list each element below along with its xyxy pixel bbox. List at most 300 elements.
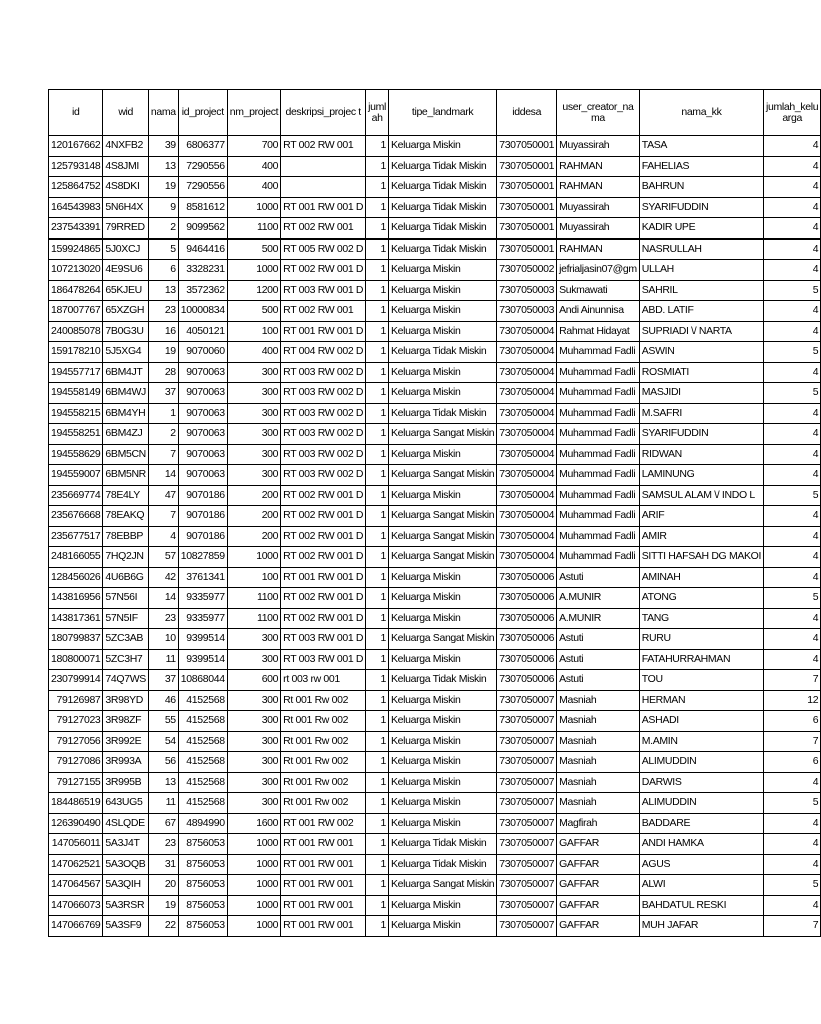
cell-jumlah-keluarga[interactable]: 4: [764, 772, 821, 793]
cell-wid[interactable]: 4E9SU6: [103, 260, 149, 281]
cell-nama-kk[interactable]: FAHELIAS: [639, 156, 763, 177]
cell-tipe-landmark[interactable]: Keluarga Tidak Miskin: [389, 156, 497, 177]
cell-nama[interactable]: 14: [148, 465, 178, 486]
cell-jumlah[interactable]: 1: [366, 834, 389, 855]
cell-iddesa[interactable]: 7307050007: [497, 793, 557, 814]
cell-id[interactable]: 240085078: [49, 321, 103, 342]
cell-id[interactable]: 194557717: [49, 362, 103, 383]
cell-id[interactable]: 79126987: [49, 690, 103, 711]
cell-nama[interactable]: 4: [148, 526, 178, 547]
cell-id[interactable]: 159178210: [49, 342, 103, 363]
cell-jumlah[interactable]: 1: [366, 793, 389, 814]
cell-nm-project[interactable]: 400: [227, 156, 280, 177]
cell-id-project[interactable]: 9070063: [178, 444, 227, 465]
cell-deskripsi-project[interactable]: RT 002 RW 001 D: [281, 485, 366, 506]
cell-jumlah-keluarga[interactable]: 4: [764, 197, 821, 218]
cell-iddesa[interactable]: 7307050004: [497, 526, 557, 547]
cell-deskripsi-project[interactable]: RT 001 RW 001: [281, 895, 366, 916]
cell-id[interactable]: 147066769: [49, 916, 103, 937]
cell-nama[interactable]: 23: [148, 834, 178, 855]
cell-user-creator-nama[interactable]: RAHMAN: [557, 239, 640, 260]
cell-id[interactable]: 128456026: [49, 567, 103, 588]
cell-iddesa[interactable]: 7307050006: [497, 567, 557, 588]
cell-id-project[interactable]: 9070063: [178, 424, 227, 445]
cell-wid[interactable]: 6BM4JT: [103, 362, 149, 383]
header-cell-tipe-landmark[interactable]: tipe_landmark: [389, 90, 497, 136]
cell-iddesa[interactable]: 7307050006: [497, 649, 557, 670]
cell-nama[interactable]: 7: [148, 506, 178, 527]
cell-wid[interactable]: 78EBBP: [103, 526, 149, 547]
cell-nm-project[interactable]: 1100: [227, 608, 280, 629]
cell-id-project[interactable]: 8756053: [178, 895, 227, 916]
cell-nama[interactable]: 11: [148, 649, 178, 670]
cell-iddesa[interactable]: 7307050001: [497, 239, 557, 260]
cell-tipe-landmark[interactable]: Keluarga Miskin: [389, 485, 497, 506]
cell-jumlah[interactable]: 1: [366, 875, 389, 896]
cell-nama-kk[interactable]: KADIR UPE: [639, 218, 763, 239]
cell-jumlah[interactable]: 1: [366, 547, 389, 568]
cell-nm-project[interactable]: 300: [227, 690, 280, 711]
cell-jumlah[interactable]: 1: [366, 362, 389, 383]
cell-user-creator-nama[interactable]: Muhammad Fadli: [557, 444, 640, 465]
cell-nama[interactable]: 67: [148, 813, 178, 834]
cell-iddesa[interactable]: 7307050004: [497, 362, 557, 383]
cell-id-project[interactable]: 9070186: [178, 526, 227, 547]
cell-jumlah-keluarga[interactable]: 4: [764, 506, 821, 527]
cell-id-project[interactable]: 8756053: [178, 854, 227, 875]
cell-nama[interactable]: 7: [148, 444, 178, 465]
cell-user-creator-nama[interactable]: Muhammad Fadli: [557, 342, 640, 363]
cell-iddesa[interactable]: 7307050004: [497, 485, 557, 506]
cell-nm-project[interactable]: 300: [227, 793, 280, 814]
cell-wid[interactable]: 78EAKQ: [103, 506, 149, 527]
cell-wid[interactable]: 4U6B6G: [103, 567, 149, 588]
cell-jumlah[interactable]: 1: [366, 526, 389, 547]
cell-id[interactable]: 147056011: [49, 834, 103, 855]
cell-wid[interactable]: 65KJEU: [103, 280, 149, 301]
cell-nm-project[interactable]: 400: [227, 177, 280, 198]
cell-nama-kk[interactable]: M.SAFRI: [639, 403, 763, 424]
cell-user-creator-nama[interactable]: Masniah: [557, 711, 640, 732]
cell-nama[interactable]: 16: [148, 321, 178, 342]
cell-wid[interactable]: 5N6H4X: [103, 197, 149, 218]
cell-user-creator-nama[interactable]: Muhammad Fadli: [557, 362, 640, 383]
cell-deskripsi-project[interactable]: RT 002 RW 001 D: [281, 547, 366, 568]
cell-deskripsi-project[interactable]: RT 005 RW 002 D: [281, 239, 366, 260]
cell-tipe-landmark[interactable]: Keluarga Sangat Miskin: [389, 629, 497, 650]
cell-jumlah-keluarga[interactable]: 4: [764, 362, 821, 383]
cell-iddesa[interactable]: 7307050003: [497, 280, 557, 301]
cell-id-project[interactable]: 4050121: [178, 321, 227, 342]
cell-iddesa[interactable]: 7307050003: [497, 301, 557, 322]
cell-nama-kk[interactable]: NASRULLAH: [639, 239, 763, 260]
cell-jumlah[interactable]: 1: [366, 854, 389, 875]
cell-wid[interactable]: 74Q7WS: [103, 670, 149, 691]
cell-deskripsi-project[interactable]: RT 001 RW 001 D: [281, 567, 366, 588]
cell-wid[interactable]: 7HQ2JN: [103, 547, 149, 568]
cell-tipe-landmark[interactable]: Keluarga Miskin: [389, 916, 497, 937]
cell-jumlah-keluarga[interactable]: 4: [764, 403, 821, 424]
cell-iddesa[interactable]: 7307050004: [497, 506, 557, 527]
cell-id[interactable]: 235676668: [49, 506, 103, 527]
cell-id[interactable]: 143816956: [49, 588, 103, 609]
cell-jumlah[interactable]: 1: [366, 752, 389, 773]
cell-wid[interactable]: 5A3RSR: [103, 895, 149, 916]
cell-jumlah-keluarga[interactable]: 4: [764, 547, 821, 568]
cell-user-creator-nama[interactable]: Astuti: [557, 629, 640, 650]
cell-wid[interactable]: 5A3SF9: [103, 916, 149, 937]
cell-nama-kk[interactable]: TOU: [639, 670, 763, 691]
cell-user-creator-nama[interactable]: jefrialjasin07@gm: [557, 260, 640, 281]
cell-iddesa[interactable]: 7307050004: [497, 321, 557, 342]
cell-jumlah[interactable]: 1: [366, 485, 389, 506]
cell-jumlah-keluarga[interactable]: 4: [764, 260, 821, 281]
cell-jumlah[interactable]: 1: [366, 465, 389, 486]
cell-nama-kk[interactable]: ASWIN: [639, 342, 763, 363]
cell-jumlah-keluarga[interactable]: 5: [764, 588, 821, 609]
cell-user-creator-nama[interactable]: Andi Ainunnisa: [557, 301, 640, 322]
cell-deskripsi-project[interactable]: RT 003 RW 002 D: [281, 444, 366, 465]
cell-id-project[interactable]: 3761341: [178, 567, 227, 588]
header-cell-wid[interactable]: wid: [103, 90, 149, 136]
cell-nm-project[interactable]: 1000: [227, 895, 280, 916]
cell-nm-project[interactable]: 300: [227, 383, 280, 404]
cell-iddesa[interactable]: 7307050007: [497, 875, 557, 896]
cell-jumlah[interactable]: 1: [366, 156, 389, 177]
cell-user-creator-nama[interactable]: RAHMAN: [557, 177, 640, 198]
cell-jumlah[interactable]: 1: [366, 136, 389, 157]
header-cell-deskripsi-project[interactable]: deskripsi_projec t: [281, 90, 366, 136]
cell-nama-kk[interactable]: ALIMUDDIN: [639, 793, 763, 814]
cell-nm-project[interactable]: 500: [227, 239, 280, 260]
cell-nama[interactable]: 28: [148, 362, 178, 383]
cell-id-project[interactable]: 3572362: [178, 280, 227, 301]
cell-id-project[interactable]: 9464416: [178, 239, 227, 260]
cell-iddesa[interactable]: 7307050007: [497, 813, 557, 834]
cell-jumlah[interactable]: 1: [366, 342, 389, 363]
cell-id[interactable]: 180799837: [49, 629, 103, 650]
cell-id-project[interactable]: 10868044: [178, 670, 227, 691]
cell-wid[interactable]: 5J5XG4: [103, 342, 149, 363]
cell-tipe-landmark[interactable]: Keluarga Miskin: [389, 444, 497, 465]
cell-tipe-landmark[interactable]: Keluarga Miskin: [389, 608, 497, 629]
cell-deskripsi-project[interactable]: rt 003 rw 001: [281, 670, 366, 691]
cell-wid[interactable]: 5A3QIH: [103, 875, 149, 896]
cell-id-project[interactable]: 9099562: [178, 218, 227, 239]
cell-nm-project[interactable]: 1200: [227, 280, 280, 301]
cell-nama[interactable]: 13: [148, 772, 178, 793]
cell-wid[interactable]: 78E4LY: [103, 485, 149, 506]
cell-id-project[interactable]: 4152568: [178, 793, 227, 814]
cell-nama-kk[interactable]: SAHRIL: [639, 280, 763, 301]
cell-nm-project[interactable]: 1000: [227, 875, 280, 896]
cell-nm-project[interactable]: 1600: [227, 813, 280, 834]
cell-jumlah-keluarga[interactable]: 4: [764, 526, 821, 547]
cell-id-project[interactable]: 3328231: [178, 260, 227, 281]
cell-tipe-landmark[interactable]: Keluarga Sangat Miskin: [389, 547, 497, 568]
cell-tipe-landmark[interactable]: Keluarga Sangat Miskin: [389, 465, 497, 486]
cell-deskripsi-project[interactable]: RT 003 RW 002 D: [281, 383, 366, 404]
cell-nama-kk[interactable]: AMIR: [639, 526, 763, 547]
cell-user-creator-nama[interactable]: Muyassirah: [557, 197, 640, 218]
cell-nama[interactable]: 37: [148, 670, 178, 691]
cell-jumlah[interactable]: 1: [366, 321, 389, 342]
cell-nama-kk[interactable]: SAMSUL ALAM \/ INDO L: [639, 485, 763, 506]
cell-nm-project[interactable]: 300: [227, 752, 280, 773]
cell-wid[interactable]: 3R995B: [103, 772, 149, 793]
cell-iddesa[interactable]: 7307050007: [497, 895, 557, 916]
cell-nm-project[interactable]: 300: [227, 465, 280, 486]
cell-iddesa[interactable]: 7307050001: [497, 218, 557, 239]
cell-jumlah[interactable]: 1: [366, 567, 389, 588]
cell-user-creator-nama[interactable]: Muhammad Fadli: [557, 383, 640, 404]
cell-wid[interactable]: 4S8JMI: [103, 156, 149, 177]
cell-iddesa[interactable]: 7307050007: [497, 731, 557, 752]
header-cell-jumlah-keluarga[interactable]: jumlah_kelu arga: [764, 90, 821, 136]
cell-wid[interactable]: 5A3J4T: [103, 834, 149, 855]
cell-nama-kk[interactable]: MASJIDI: [639, 383, 763, 404]
cell-tipe-landmark[interactable]: Keluarga Tidak Miskin: [389, 670, 497, 691]
cell-jumlah-keluarga[interactable]: 4: [764, 136, 821, 157]
cell-jumlah[interactable]: 1: [366, 280, 389, 301]
cell-user-creator-nama[interactable]: Masniah: [557, 690, 640, 711]
cell-user-creator-nama[interactable]: Muhammad Fadli: [557, 506, 640, 527]
cell-user-creator-nama[interactable]: GAFFAR: [557, 875, 640, 896]
cell-nm-project[interactable]: 200: [227, 485, 280, 506]
cell-jumlah[interactable]: 1: [366, 403, 389, 424]
cell-user-creator-nama[interactable]: Masniah: [557, 752, 640, 773]
cell-nama-kk[interactable]: ULLAH: [639, 260, 763, 281]
cell-id-project[interactable]: 9070063: [178, 403, 227, 424]
cell-tipe-landmark[interactable]: Keluarga Tidak Miskin: [389, 403, 497, 424]
cell-id[interactable]: 194558629: [49, 444, 103, 465]
cell-user-creator-nama[interactable]: Muyassirah: [557, 136, 640, 157]
cell-nama[interactable]: 23: [148, 301, 178, 322]
cell-tipe-landmark[interactable]: Keluarga Miskin: [389, 567, 497, 588]
cell-iddesa[interactable]: 7307050007: [497, 752, 557, 773]
cell-id[interactable]: 125793148: [49, 156, 103, 177]
header-cell-nm-project[interactable]: nm_project: [227, 90, 280, 136]
cell-iddesa[interactable]: 7307050007: [497, 854, 557, 875]
cell-iddesa[interactable]: 7307050006: [497, 670, 557, 691]
cell-deskripsi-project[interactable]: RT 001 RW 001: [281, 854, 366, 875]
cell-tipe-landmark[interactable]: Keluarga Miskin: [389, 588, 497, 609]
cell-nama-kk[interactable]: SYARIFUDDIN: [639, 197, 763, 218]
cell-id-project[interactable]: 7290556: [178, 177, 227, 198]
cell-nm-project[interactable]: 300: [227, 444, 280, 465]
cell-nm-project[interactable]: 700: [227, 136, 280, 157]
cell-iddesa[interactable]: 7307050004: [497, 342, 557, 363]
cell-nama-kk[interactable]: AMINAH: [639, 567, 763, 588]
cell-nama-kk[interactable]: FATAHURRAHMAN: [639, 649, 763, 670]
cell-nama[interactable]: 13: [148, 156, 178, 177]
cell-nama-kk[interactable]: RURU: [639, 629, 763, 650]
cell-tipe-landmark[interactable]: Keluarga Tidak Miskin: [389, 218, 497, 239]
cell-jumlah[interactable]: 1: [366, 260, 389, 281]
cell-iddesa[interactable]: 7307050001: [497, 156, 557, 177]
cell-id[interactable]: 147064567: [49, 875, 103, 896]
cell-nm-project[interactable]: 300: [227, 649, 280, 670]
cell-tipe-landmark[interactable]: Keluarga Miskin: [389, 321, 497, 342]
cell-user-creator-nama[interactable]: Muyassirah: [557, 218, 640, 239]
cell-id[interactable]: 164543983: [49, 197, 103, 218]
cell-nama-kk[interactable]: DARWIS: [639, 772, 763, 793]
cell-jumlah-keluarga[interactable]: 5: [764, 280, 821, 301]
cell-id[interactable]: 237543391: [49, 218, 103, 239]
cell-deskripsi-project[interactable]: RT 001 RW 001 D: [281, 321, 366, 342]
cell-wid[interactable]: 3R993A: [103, 752, 149, 773]
cell-id[interactable]: 79127056: [49, 731, 103, 752]
cell-id[interactable]: 120167662: [49, 136, 103, 157]
cell-jumlah-keluarga[interactable]: 5: [764, 875, 821, 896]
cell-nama-kk[interactable]: ASHADI: [639, 711, 763, 732]
cell-wid[interactable]: 4SLQDE: [103, 813, 149, 834]
cell-nama-kk[interactable]: ROSMIATI: [639, 362, 763, 383]
cell-deskripsi-project[interactable]: Rt 001 Rw 002: [281, 711, 366, 732]
cell-jumlah[interactable]: 1: [366, 301, 389, 322]
cell-nama[interactable]: 23: [148, 608, 178, 629]
cell-jumlah-keluarga[interactable]: 4: [764, 218, 821, 239]
cell-id-project[interactable]: 9070186: [178, 485, 227, 506]
cell-nama[interactable]: 9: [148, 197, 178, 218]
cell-jumlah[interactable]: 1: [366, 731, 389, 752]
cell-iddesa[interactable]: 7307050007: [497, 916, 557, 937]
cell-deskripsi-project[interactable]: RT 004 RW 002 D: [281, 342, 366, 363]
cell-wid[interactable]: 6BM4ZJ: [103, 424, 149, 445]
cell-id-project[interactable]: 9399514: [178, 649, 227, 670]
cell-deskripsi-project[interactable]: RT 003 RW 001 D: [281, 280, 366, 301]
cell-nama[interactable]: 31: [148, 854, 178, 875]
cell-tipe-landmark[interactable]: Keluarga Tidak Miskin: [389, 854, 497, 875]
cell-nama[interactable]: 11: [148, 793, 178, 814]
cell-nm-project[interactable]: 1000: [227, 834, 280, 855]
cell-jumlah[interactable]: 1: [366, 895, 389, 916]
cell-nama[interactable]: 37: [148, 383, 178, 404]
cell-user-creator-nama[interactable]: Sukmawati: [557, 280, 640, 301]
cell-deskripsi-project[interactable]: RT 003 RW 002 D: [281, 362, 366, 383]
cell-jumlah-keluarga[interactable]: 5: [764, 485, 821, 506]
cell-tipe-landmark[interactable]: Keluarga Miskin: [389, 649, 497, 670]
cell-jumlah[interactable]: 1: [366, 197, 389, 218]
cell-wid[interactable]: 5ZC3AB: [103, 629, 149, 650]
cell-wid[interactable]: 5J0XCJ: [103, 239, 149, 260]
cell-wid[interactable]: 3R98ZF: [103, 711, 149, 732]
cell-id-project[interactable]: 6806377: [178, 136, 227, 157]
cell-nm-project[interactable]: 1000: [227, 260, 280, 281]
cell-jumlah-keluarga[interactable]: 4: [764, 156, 821, 177]
cell-nama[interactable]: 57: [148, 547, 178, 568]
cell-id[interactable]: 126390490: [49, 813, 103, 834]
cell-id-project[interactable]: 4152568: [178, 731, 227, 752]
cell-user-creator-nama[interactable]: Muhammad Fadli: [557, 485, 640, 506]
cell-nm-project[interactable]: 1000: [227, 916, 280, 937]
cell-tipe-landmark[interactable]: Keluarga Tidak Miskin: [389, 834, 497, 855]
cell-tipe-landmark[interactable]: Keluarga Miskin: [389, 731, 497, 752]
cell-nama-kk[interactable]: SITTI HAFSAH DG MAKOI: [639, 547, 763, 568]
cell-wid[interactable]: 3R98YD: [103, 690, 149, 711]
cell-tipe-landmark[interactable]: Keluarga Tidak Miskin: [389, 342, 497, 363]
cell-jumlah[interactable]: 1: [366, 506, 389, 527]
cell-tipe-landmark[interactable]: Keluarga Miskin: [389, 772, 497, 793]
cell-jumlah-keluarga[interactable]: 6: [764, 752, 821, 773]
cell-jumlah-keluarga[interactable]: 4: [764, 895, 821, 916]
cell-tipe-landmark[interactable]: Keluarga Sangat Miskin: [389, 506, 497, 527]
cell-nm-project[interactable]: 300: [227, 629, 280, 650]
cell-user-creator-nama[interactable]: Muhammad Fadli: [557, 465, 640, 486]
cell-deskripsi-project[interactable]: Rt 001 Rw 002: [281, 731, 366, 752]
cell-wid[interactable]: 6BM4YH: [103, 403, 149, 424]
cell-nm-project[interactable]: 1000: [227, 547, 280, 568]
cell-jumlah-keluarga[interactable]: 4: [764, 567, 821, 588]
cell-user-creator-nama[interactable]: A.MUNIR: [557, 588, 640, 609]
cell-jumlah-keluarga[interactable]: 4: [764, 301, 821, 322]
cell-user-creator-nama[interactable]: Rahmat Hidayat: [557, 321, 640, 342]
cell-wid[interactable]: 4NXFB2: [103, 136, 149, 157]
cell-id-project[interactable]: 9335977: [178, 588, 227, 609]
header-cell-nama[interactable]: nama: [148, 90, 178, 136]
cell-nama[interactable]: 22: [148, 916, 178, 937]
cell-id[interactable]: 79127023: [49, 711, 103, 732]
cell-deskripsi-project[interactable]: RT 002 RW 001: [281, 301, 366, 322]
cell-user-creator-nama[interactable]: Masniah: [557, 772, 640, 793]
cell-jumlah-keluarga[interactable]: 4: [764, 444, 821, 465]
cell-nama[interactable]: 13: [148, 280, 178, 301]
cell-id-project[interactable]: 9399514: [178, 629, 227, 650]
cell-jumlah-keluarga[interactable]: 6: [764, 711, 821, 732]
cell-iddesa[interactable]: 7307050001: [497, 136, 557, 157]
cell-id-project[interactable]: 4152568: [178, 711, 227, 732]
cell-nm-project[interactable]: 1100: [227, 588, 280, 609]
cell-wid[interactable]: 6BM4WJ: [103, 383, 149, 404]
cell-nama-kk[interactable]: ANDI HAMKA: [639, 834, 763, 855]
cell-nama[interactable]: 14: [148, 588, 178, 609]
cell-tipe-landmark[interactable]: Keluarga Tidak Miskin: [389, 177, 497, 198]
cell-jumlah-keluarga[interactable]: 4: [764, 813, 821, 834]
cell-user-creator-nama[interactable]: Muhammad Fadli: [557, 547, 640, 568]
cell-nama-kk[interactable]: BADDARE: [639, 813, 763, 834]
cell-nm-project[interactable]: 200: [227, 506, 280, 527]
cell-tipe-landmark[interactable]: Keluarga Sangat Miskin: [389, 875, 497, 896]
cell-tipe-landmark[interactable]: Keluarga Miskin: [389, 813, 497, 834]
cell-nama-kk[interactable]: SYARIFUDDIN: [639, 424, 763, 445]
cell-nm-project[interactable]: 1000: [227, 197, 280, 218]
cell-jumlah[interactable]: 1: [366, 444, 389, 465]
header-cell-id-project[interactable]: id_project: [178, 90, 227, 136]
cell-user-creator-nama[interactable]: Muhammad Fadli: [557, 403, 640, 424]
cell-deskripsi-project[interactable]: RT 001 RW 001: [281, 834, 366, 855]
cell-nama-kk[interactable]: LAMINUNG: [639, 465, 763, 486]
cell-wid[interactable]: 5A3OQB: [103, 854, 149, 875]
cell-id[interactable]: 235669774: [49, 485, 103, 506]
cell-nama-kk[interactable]: ARIF: [639, 506, 763, 527]
cell-tipe-landmark[interactable]: Keluarga Sangat Miskin: [389, 526, 497, 547]
cell-deskripsi-project[interactable]: RT 002 RW 001 D: [281, 526, 366, 547]
cell-wid[interactable]: 5ZC3H7: [103, 649, 149, 670]
cell-jumlah-keluarga[interactable]: 7: [764, 916, 821, 937]
cell-jumlah-keluarga[interactable]: 4: [764, 177, 821, 198]
cell-id-project[interactable]: 8756053: [178, 916, 227, 937]
cell-nm-project[interactable]: 400: [227, 342, 280, 363]
header-cell-id[interactable]: id: [49, 90, 103, 136]
cell-deskripsi-project[interactable]: RT 002 RW 001 D: [281, 608, 366, 629]
cell-nama[interactable]: 42: [148, 567, 178, 588]
cell-user-creator-nama[interactable]: GAFFAR: [557, 895, 640, 916]
cell-iddesa[interactable]: 7307050007: [497, 690, 557, 711]
cell-deskripsi-project[interactable]: RT 003 RW 001 D: [281, 649, 366, 670]
cell-deskripsi-project[interactable]: Rt 001 Rw 002: [281, 690, 366, 711]
cell-tipe-landmark[interactable]: Keluarga Miskin: [389, 280, 497, 301]
cell-tipe-landmark[interactable]: Keluarga Tidak Miskin: [389, 239, 497, 260]
